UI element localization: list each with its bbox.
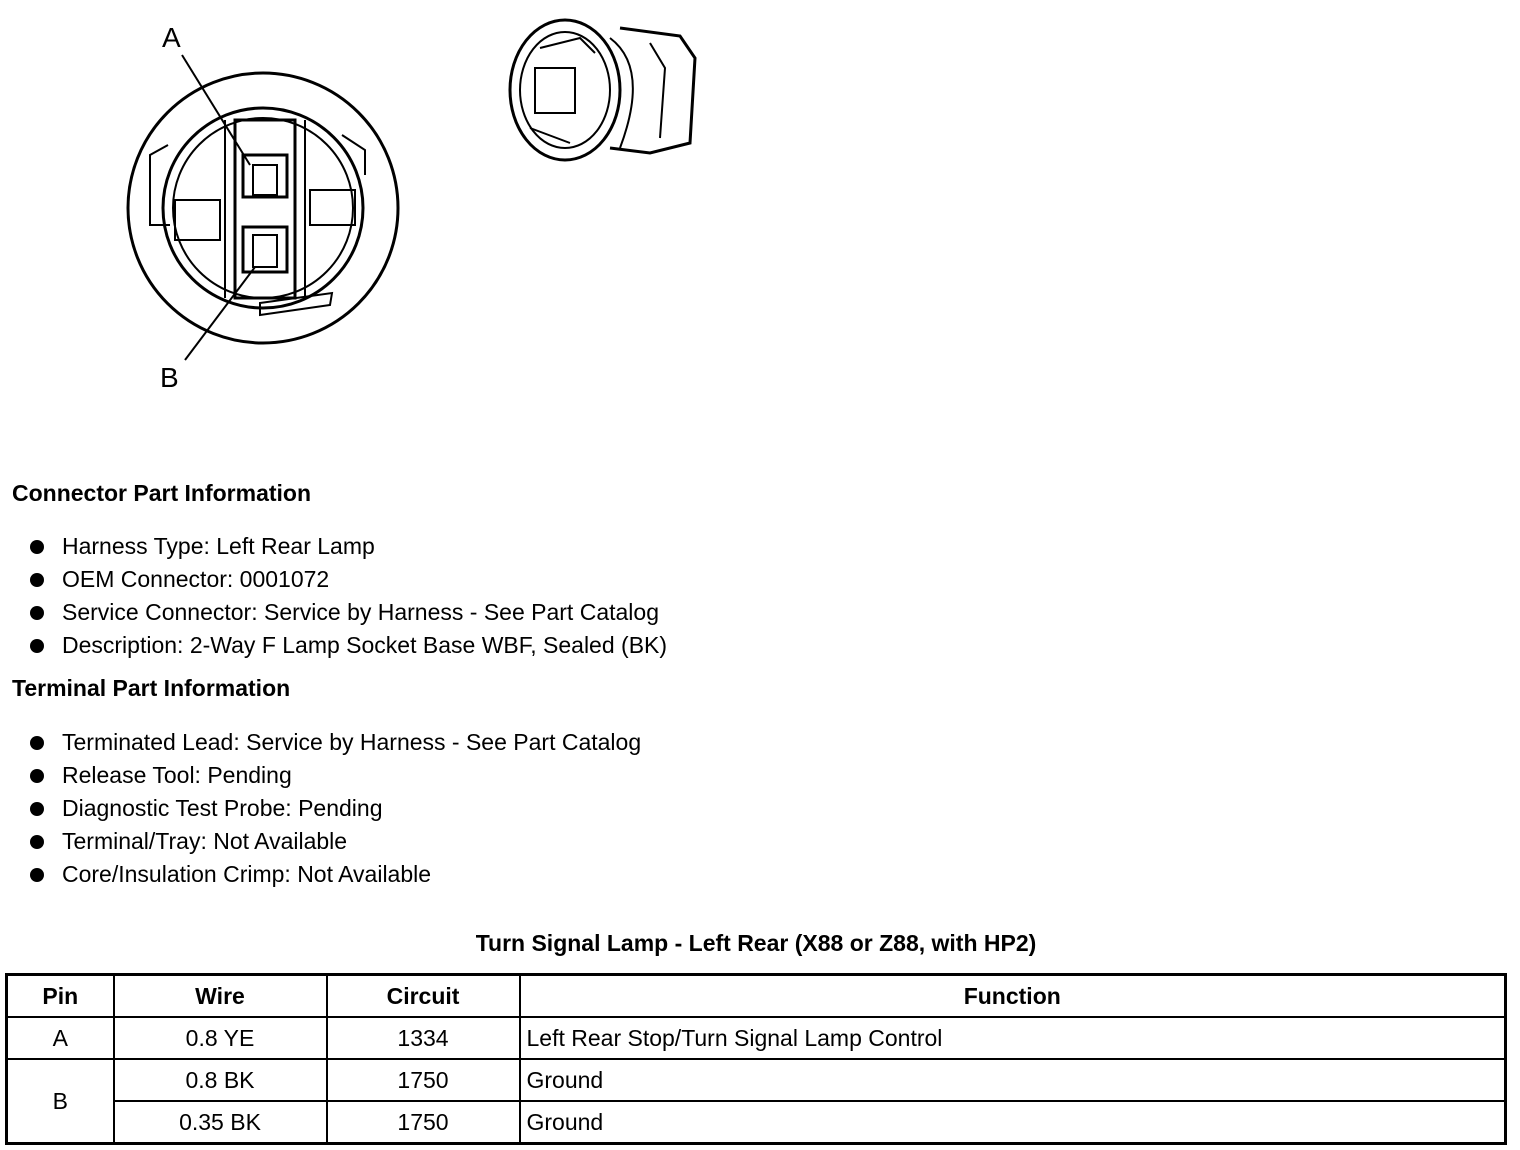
left-slot — [175, 200, 220, 240]
inner-ring — [163, 108, 363, 308]
header-function: Function — [520, 975, 1506, 1018]
list-item — [30, 629, 667, 662]
cell-pin: A — [7, 1017, 114, 1059]
cell-circuit: 1750 — [327, 1101, 520, 1144]
face-details — [530, 38, 595, 143]
body-rib — [650, 43, 665, 138]
bullet-icon — [30, 606, 44, 620]
list-item-text: Description: 2-Way F Lamp Socket Base WBF, Sealed (BK) — [62, 632, 668, 658]
bullet-icon — [30, 736, 44, 750]
cell-wire: 0.8 BK — [114, 1059, 327, 1101]
header-circuit: Circuit — [327, 975, 520, 1018]
list-item-text: Core/Insulation Crimp: Not Available — [62, 861, 432, 887]
bullet-icon — [30, 802, 44, 816]
table-row — [7, 1017, 1506, 1059]
terminal-part-info-heading: Terminal Part Information — [12, 675, 291, 701]
bullet-icon — [30, 573, 44, 587]
list-item — [30, 563, 667, 596]
list-item — [30, 759, 641, 792]
table-row — [7, 1059, 1506, 1101]
list-item — [30, 792, 641, 825]
pin-label-b: B — [160, 362, 179, 393]
connector-part-info-heading: Connector Part Information — [12, 480, 312, 506]
header-wire: Wire — [114, 975, 327, 1018]
bullet-icon — [30, 769, 44, 783]
terminal-b-inner — [253, 235, 277, 267]
pin-table-title: Turn Signal Lamp - Left Rear (X88 or Z88, with HP2) — [475, 930, 1037, 956]
table-row — [7, 1101, 1506, 1144]
bullet-icon — [30, 639, 44, 653]
list-item-text: Service Connector: Service by Harness - See Part Catalog — [62, 599, 659, 625]
list-item-text: Terminated Lead: Service by Harness - See Part Catalog — [62, 729, 642, 755]
list-item-text: Terminal/Tray: Not Available — [62, 828, 348, 854]
cell-function: Ground — [520, 1059, 1506, 1101]
face-terminal-block — [535, 68, 575, 113]
bullet-icon — [30, 540, 44, 554]
cell-function: Ground — [520, 1101, 1506, 1144]
connector-part-info-list — [30, 530, 667, 662]
terminal-part-info-list — [30, 726, 641, 891]
header-pin: Pin — [7, 975, 114, 1018]
cell-pin: B — [7, 1059, 114, 1144]
bullet-icon — [30, 868, 44, 882]
terminal-cavity-a — [243, 155, 287, 197]
connector-isometric-diagram — [500, 8, 705, 178]
cell-circuit: 1750 — [327, 1059, 520, 1101]
connector-face-inner — [520, 32, 610, 148]
list-item — [30, 530, 667, 563]
list-item-text: Diagnostic Test Probe: Pending — [62, 795, 383, 821]
list-item-text: Release Tool: Pending — [62, 762, 292, 788]
pin-table — [5, 973, 1507, 1145]
cell-wire: 0.35 BK — [114, 1101, 327, 1144]
cell-wire: 0.8 YE — [114, 1017, 327, 1059]
cell-circuit: 1334 — [327, 1017, 520, 1059]
list-item — [30, 858, 641, 891]
connector-face-diagram — [110, 15, 420, 400]
list-item-text: OEM Connector: 0001072 — [62, 566, 330, 592]
bullet-icon — [30, 835, 44, 849]
list-item — [30, 596, 667, 629]
list-item — [30, 726, 641, 759]
pin-label-a: A — [162, 22, 181, 53]
terminal-cavity-b — [243, 227, 287, 272]
table-header-row — [7, 975, 1506, 1018]
key-slot — [310, 190, 355, 225]
cell-function: Left Rear Stop/Turn Signal Lamp Control — [520, 1017, 1506, 1059]
terminal-a-inner — [253, 165, 277, 195]
list-item — [30, 825, 641, 858]
list-item-text: Harness Type: Left Rear Lamp — [62, 533, 375, 559]
